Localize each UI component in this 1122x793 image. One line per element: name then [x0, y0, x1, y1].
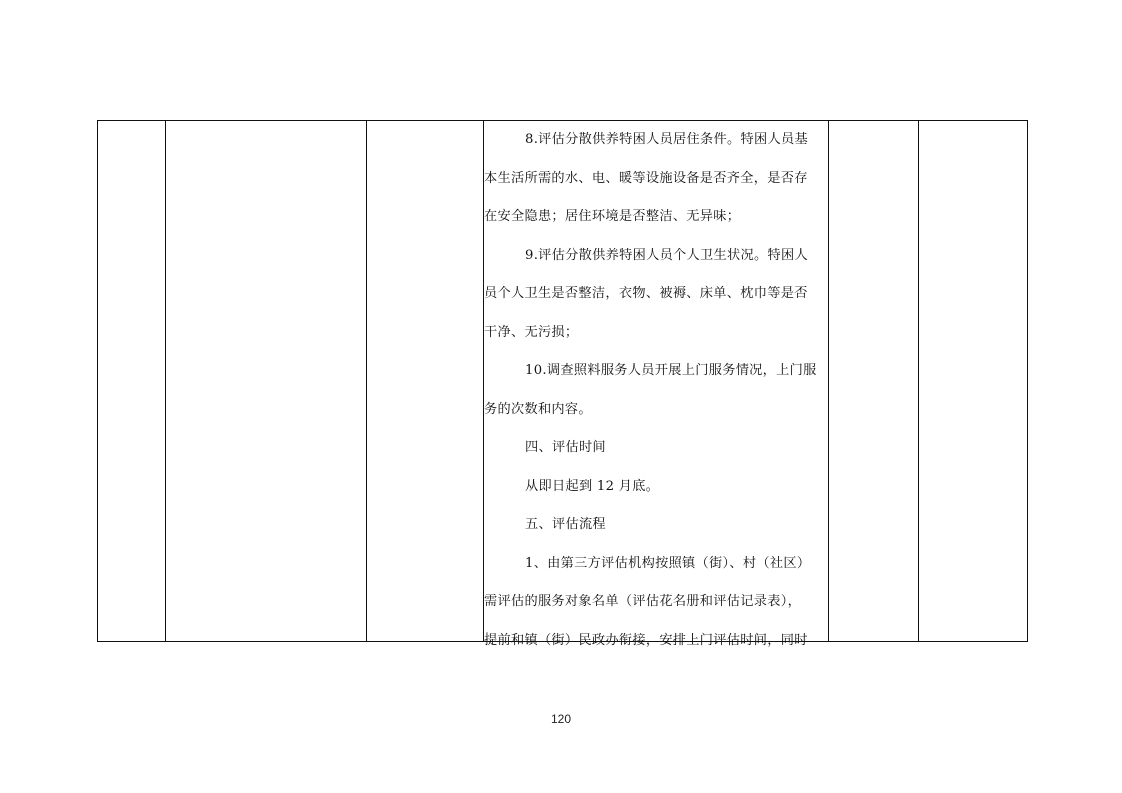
column-divider-4 — [828, 121, 829, 641]
section-heading-time — [484, 429, 828, 468]
document-table — [97, 120, 1028, 648]
paragraph-item-10 — [484, 352, 828, 429]
paragraph-time — [484, 468, 828, 507]
text-line: 五、评估流程 — [525, 517, 606, 532]
paragraph-process-1 — [484, 545, 828, 661]
text-line: 10.调查照料服务人员开展上门服务情况，上门服 — [525, 363, 817, 378]
section-heading-process — [484, 506, 828, 545]
text-line: 从即日起到 12 月底。 — [525, 478, 660, 494]
paragraph-item-8 — [484, 121, 828, 237]
column-divider-5 — [918, 121, 919, 641]
text-line: 员个人卫生是否整洁，衣物、被褥、床单、枕巾等是否 — [484, 286, 808, 301]
evaluation-content-cell — [484, 121, 828, 660]
column-divider-1 — [165, 121, 166, 641]
column-divider-2 — [366, 121, 367, 641]
page-number: 120 — [550, 712, 572, 726]
text-line: 干净、无污损； — [484, 324, 579, 340]
text-line: 在安全隐患；居住环境是否整洁、无异味； — [484, 209, 741, 224]
text-line: 8.评估分散供养特困人员居住条件。特困人员基 — [525, 132, 808, 147]
text-line: 9.评估分散供养特困人员个人卫生状况。特困人 — [525, 247, 808, 263]
text-line: 四、评估时间 — [525, 440, 606, 455]
text-line: 需评估的服务对象名单（评估花名册和评估记录表）， — [484, 594, 802, 609]
text-line: 提前和镇（街）民政办衔接，安排上门评估时间，同时 — [484, 632, 808, 648]
text-line: 本生活所需的水、电、暖等设施设备是否齐全，是否存 — [484, 170, 808, 186]
text-line: 1、由第三方评估机构按照镇（街）、村（社区） — [525, 555, 811, 571]
paragraph-item-9 — [484, 237, 828, 353]
text-line: 务的次数和内容。 — [484, 401, 592, 417]
